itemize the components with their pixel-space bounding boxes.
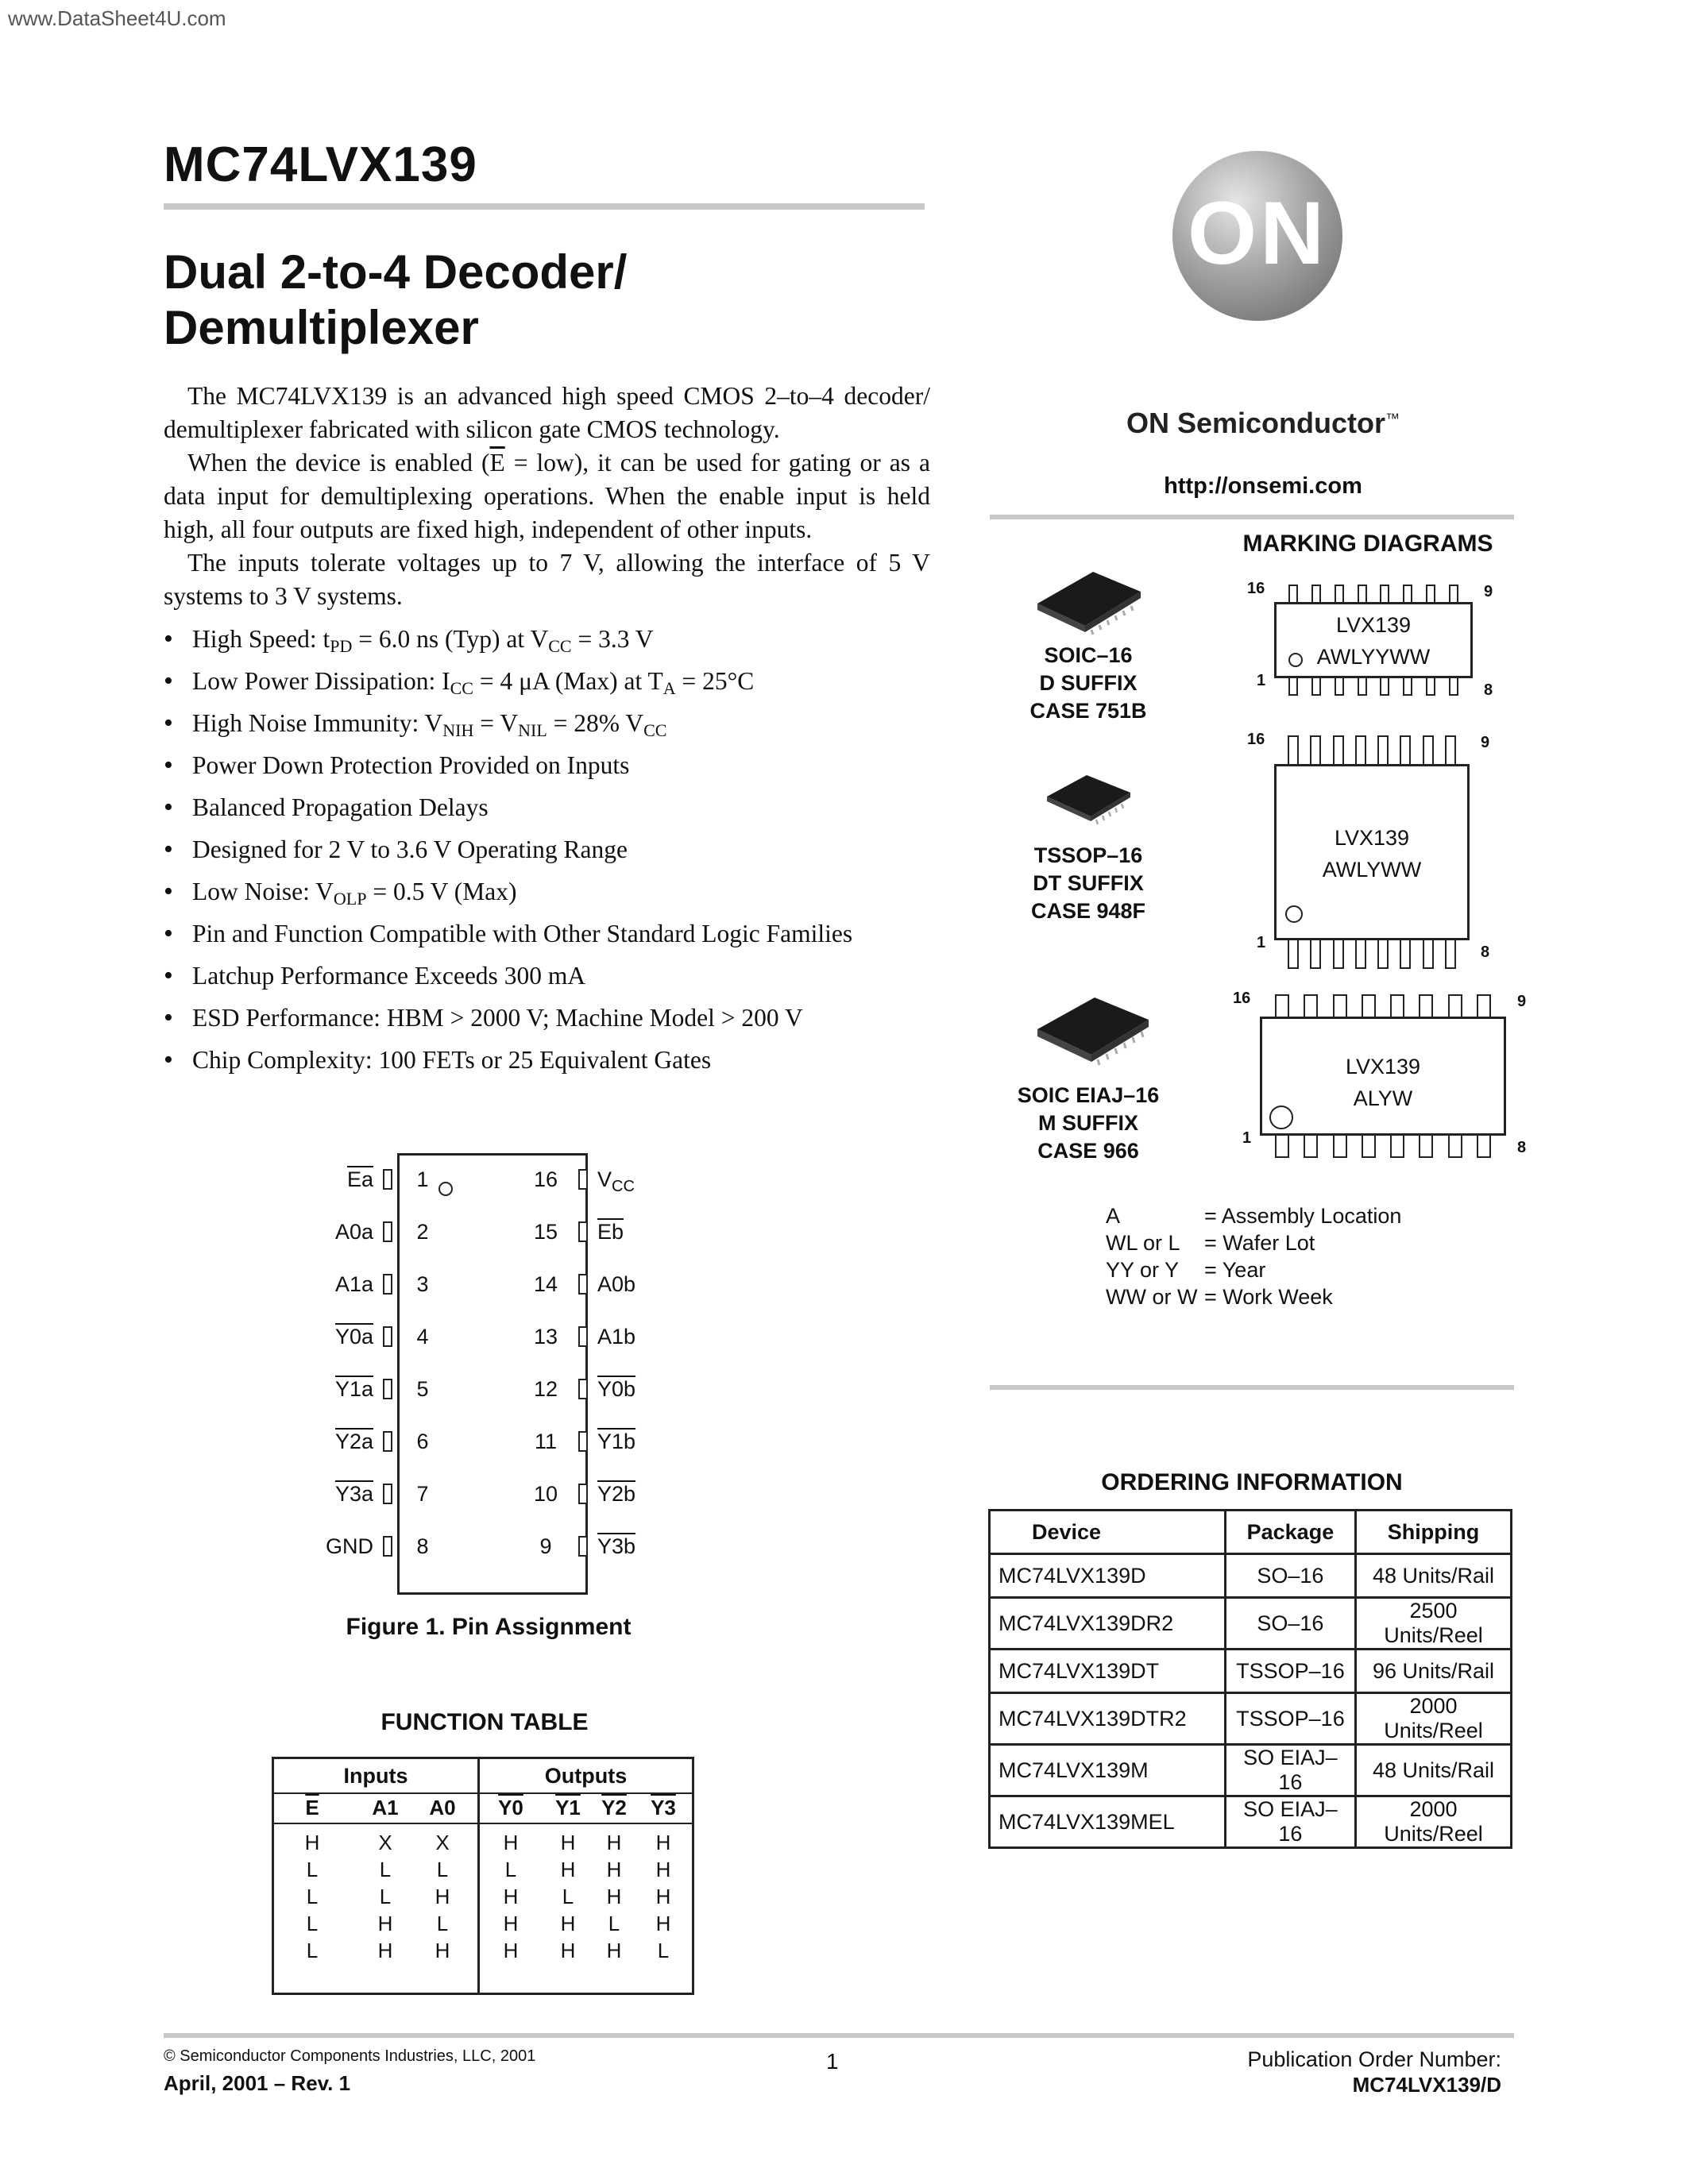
intro-paragraph-1: The MC74LVX139 is an advanced high speed CMOS 2–to–4 decoder/ demultiplexer fabricated with silicon gate CMOS technology. bbox=[164, 382, 930, 443]
table-row bbox=[990, 1796, 1512, 1848]
soic-package-icon bbox=[1029, 556, 1149, 635]
table-cell: 96 Units/Rail bbox=[1356, 1650, 1512, 1693]
table-cell: H bbox=[655, 1831, 671, 1854]
chip-lead bbox=[1445, 735, 1456, 764]
table-cell: L bbox=[379, 1885, 392, 1908]
marking-diagrams-title: MARKING DIAGRAMS bbox=[1242, 531, 1493, 557]
pin-lead bbox=[578, 1326, 588, 1347]
section-divider bbox=[990, 1385, 1514, 1390]
chip-lead bbox=[1419, 994, 1433, 1017]
logo-text: ON bbox=[1188, 183, 1327, 283]
table-cell: L bbox=[562, 1885, 574, 1908]
pin-name-text: A1b bbox=[597, 1325, 636, 1349]
legend-key: WW or W bbox=[1106, 1285, 1198, 1309]
title-divider bbox=[164, 203, 925, 210]
pin-name-label: Y1a bbox=[334, 1377, 373, 1401]
pin-number: 8 bbox=[1484, 681, 1493, 699]
pin-lead bbox=[383, 1484, 392, 1504]
table-cell: H bbox=[304, 1831, 320, 1854]
pin-name-text: Y2b bbox=[597, 1482, 636, 1506]
chip-lead bbox=[1288, 678, 1298, 696]
pin-number: 2 bbox=[416, 1220, 429, 1244]
table-cell: H bbox=[435, 1939, 450, 1962]
pin-lead bbox=[383, 1536, 392, 1557]
table-row bbox=[990, 1554, 1512, 1598]
marking-chip-body bbox=[1274, 764, 1470, 940]
feature-item: • ESD Performance: HBM > 2000 V; Machine Model > 200 V bbox=[164, 997, 942, 1039]
pin-name-text: Y0b bbox=[597, 1377, 636, 1401]
tssop-package-icon bbox=[1039, 761, 1142, 832]
pin-lead bbox=[578, 1274, 588, 1295]
chip-lead bbox=[1477, 1136, 1491, 1158]
package-label-soic: SOIC–16 D SUFFIX CASE 751B bbox=[1029, 643, 1147, 723]
chip-lead bbox=[1333, 940, 1344, 969]
table-cell: H bbox=[560, 1939, 576, 1962]
pin-number: 3 bbox=[416, 1272, 429, 1296]
feature-item: • Latchup Performance Exceeds 300 mA bbox=[164, 955, 942, 997]
chip-lead bbox=[1355, 735, 1366, 764]
table-header-cell: Device bbox=[990, 1511, 1226, 1554]
feature-item: • Pin and Function Compatible with Other Standard Logic Families bbox=[164, 913, 942, 955]
chip-lead bbox=[1311, 678, 1321, 696]
pin-number: 11 bbox=[534, 1430, 558, 1453]
publication-label: Publication Order Number: bbox=[1247, 2047, 1501, 2071]
pin-name-label bbox=[597, 1272, 693, 1297]
pin1-dot-icon bbox=[1285, 905, 1303, 923]
figure-caption: Figure 1. Pin Assignment bbox=[346, 1614, 632, 1640]
table-cell: SO–16 bbox=[1225, 1554, 1355, 1598]
feature-item: • Low Power Dissipation: $I_{CC} = 4$ μA (Max) at $T_A = 25^\circ C$ bbox=[164, 660, 942, 702]
table-divider bbox=[274, 1792, 692, 1794]
pin-name-label bbox=[597, 1220, 693, 1244]
table-cell: H bbox=[503, 1885, 519, 1908]
pin-number: 1 bbox=[416, 1167, 429, 1191]
feature-item: • High Speed: $t_{PD} = 6.0$ ns (Typ) at $V_{CC} = 3.3$ V bbox=[164, 618, 942, 660]
pin-lead bbox=[578, 1221, 588, 1242]
table-cell: L bbox=[504, 1858, 517, 1881]
chip-lead bbox=[1377, 940, 1389, 969]
chip-lead bbox=[1362, 994, 1376, 1017]
marking-legend bbox=[1106, 1202, 1401, 1310]
function-table-columns bbox=[274, 1796, 692, 1823]
pin-lead bbox=[578, 1536, 588, 1557]
marking-line-2: AWLYYWW bbox=[1316, 645, 1431, 669]
chip-lead bbox=[1304, 994, 1318, 1017]
table-cell: H bbox=[377, 1912, 393, 1935]
table-row bbox=[990, 1693, 1512, 1745]
pin-name-text: Y1b bbox=[597, 1430, 636, 1453]
table-cell: 2000 Units/Reel bbox=[1356, 1693, 1512, 1745]
pin-name-text: Y3b bbox=[597, 1534, 636, 1558]
table-cell: MC74LVX139DT bbox=[990, 1650, 1226, 1693]
legend-value: = Wafer Lot bbox=[1204, 1231, 1315, 1255]
legend-key: A bbox=[1106, 1204, 1121, 1228]
table-cell: MC74LVX139MEL bbox=[990, 1796, 1226, 1848]
function-table-title: FUNCTION TABLE bbox=[380, 1709, 589, 1735]
pin-number: 4 bbox=[416, 1325, 429, 1349]
intro-paragraph-3: The inputs tolerate voltages up to 7 V, allowing the interface of 5 V systems to 3 V systems. bbox=[164, 549, 930, 610]
pin-name-text: A0b bbox=[597, 1272, 636, 1296]
chip-lead bbox=[1377, 735, 1389, 764]
chip-lead bbox=[1362, 1136, 1376, 1158]
intro-paragraph-2: When the device is enabled $(\overline{E} = low)$, it can be used for gating or as a data input for demultiplexing operations. When the enable input is held high, all four outputs are fixed high, independent of other inputs. bbox=[164, 449, 930, 543]
chip-lead bbox=[1333, 994, 1347, 1017]
pin-number: 1 bbox=[1257, 934, 1266, 951]
table-cell: MC74LVX139DR2 bbox=[990, 1598, 1226, 1650]
pin-lead bbox=[383, 1431, 392, 1452]
chip-lead bbox=[1400, 735, 1411, 764]
pin-number: 9 bbox=[539, 1534, 552, 1558]
table-cell: MC74LVX139M bbox=[990, 1745, 1226, 1796]
table-cell: H bbox=[560, 1912, 576, 1935]
chip-lead bbox=[1358, 585, 1367, 602]
legend-row bbox=[1106, 1283, 1401, 1310]
feature-item: • Power Down Protection Provided on Inputs bbox=[164, 744, 942, 786]
pin-lead bbox=[578, 1169, 588, 1190]
pin-number: 1 bbox=[1257, 672, 1266, 689]
pin-lead bbox=[383, 1326, 392, 1347]
chip-lead bbox=[1335, 678, 1344, 696]
pin-name-label bbox=[597, 1482, 693, 1507]
pin-name-label: GND bbox=[326, 1534, 373, 1558]
chip-lead bbox=[1311, 585, 1321, 602]
chip-lead bbox=[1423, 940, 1434, 969]
feature-item: • Designed for 2 V to 3.6 V Operating Range bbox=[164, 828, 942, 870]
column-header: A0 bbox=[429, 1796, 456, 1819]
legend-row bbox=[1106, 1202, 1401, 1229]
table-divider bbox=[274, 1823, 692, 1824]
pin-name-label bbox=[597, 1325, 693, 1349]
table-cell: L bbox=[306, 1912, 319, 1935]
pin1-dot-icon bbox=[438, 1182, 453, 1196]
table-header-cell: Package bbox=[1225, 1511, 1355, 1554]
pin-name-label: A1a bbox=[334, 1272, 373, 1296]
table-cell: L bbox=[379, 1858, 392, 1881]
chip-lead bbox=[1426, 585, 1435, 602]
footer-divider bbox=[164, 2033, 1514, 2038]
pin-lead bbox=[383, 1169, 392, 1190]
pin1-dot-icon bbox=[1269, 1106, 1293, 1129]
chip-lead bbox=[1380, 585, 1389, 602]
pin-number: 6 bbox=[416, 1430, 429, 1453]
chip-lead bbox=[1448, 994, 1462, 1017]
feature-item: • Balanced Propagation Delays bbox=[164, 786, 942, 828]
on-logo-icon bbox=[1171, 149, 1344, 322]
chip-lead bbox=[1333, 735, 1344, 764]
table-cell: H bbox=[435, 1885, 450, 1908]
chip-lead bbox=[1333, 1136, 1347, 1158]
title-line-2: Demultiplexer bbox=[164, 301, 479, 354]
chip-lead bbox=[1477, 994, 1491, 1017]
table-cell: SO EIAJ–16 bbox=[1225, 1796, 1355, 1848]
pin-number: 15 bbox=[533, 1220, 558, 1244]
chip-lead bbox=[1380, 678, 1389, 696]
part-number: MC74LVX139 bbox=[164, 137, 477, 192]
chip-lead bbox=[1288, 735, 1299, 764]
pin-name-label: Y2a bbox=[334, 1430, 373, 1453]
pin-number: 9 bbox=[1481, 734, 1490, 751]
table-cell: H bbox=[503, 1912, 519, 1935]
table-cell: H bbox=[560, 1831, 576, 1854]
pin-number: 16 bbox=[1233, 990, 1251, 1007]
pin-number: 14 bbox=[533, 1272, 558, 1296]
copyright-text: © Semiconductor Components Industries, LLC, 2001 bbox=[164, 2047, 536, 2065]
feature-list bbox=[164, 618, 942, 1081]
column-header: Y3 bbox=[651, 1796, 676, 1819]
pin-name-text: V bbox=[597, 1167, 612, 1191]
table-cell: MC74LVX139D bbox=[990, 1554, 1226, 1598]
pin-name-subscript: CC bbox=[612, 1178, 635, 1195]
pin-name-label bbox=[597, 1167, 693, 1196]
pin-name-text: $\overline{Eb}$ bbox=[597, 1220, 624, 1244]
pin-number: 10 bbox=[533, 1482, 558, 1506]
table-cell: SO–16 bbox=[1225, 1598, 1355, 1650]
section-divider bbox=[990, 515, 1514, 519]
column-header: A1 bbox=[372, 1796, 399, 1819]
chip-lead bbox=[1288, 940, 1299, 969]
pin-number: 13 bbox=[533, 1325, 558, 1349]
pin-name-label: $\overline{Ea}$ bbox=[346, 1167, 373, 1191]
pin-number: 12 bbox=[533, 1377, 558, 1401]
ordering-table bbox=[988, 1509, 1512, 1849]
legend-value: = Year bbox=[1204, 1258, 1266, 1282]
feature-item: • High Noise Immunity: $V_{NIH} = V_{NIL} = 28\%$ $V_{CC}$ bbox=[164, 702, 942, 744]
package-label-tssop: TSSOP–16 DT SUFFIX CASE 948F bbox=[1030, 843, 1146, 923]
pin-number: 16 bbox=[1247, 580, 1265, 597]
chip-lead bbox=[1355, 940, 1366, 969]
table-cell: 48 Units/Rail bbox=[1356, 1745, 1512, 1796]
table-cell: X bbox=[435, 1831, 450, 1854]
company-name: ON Semiconductor™ bbox=[1126, 407, 1400, 439]
pin-number: 9 bbox=[1484, 583, 1493, 600]
chip-lead bbox=[1288, 585, 1298, 602]
pin-name-label: Y0a bbox=[334, 1325, 373, 1349]
pin-lead bbox=[383, 1379, 392, 1399]
table-cell: H bbox=[560, 1858, 576, 1881]
table-cell: H bbox=[606, 1939, 622, 1962]
legend-row bbox=[1106, 1229, 1401, 1256]
pin-name-label bbox=[597, 1430, 693, 1454]
legend-row bbox=[1106, 1256, 1401, 1283]
chip-lead bbox=[1423, 735, 1434, 764]
table-cell: L bbox=[306, 1939, 319, 1962]
chip-lead bbox=[1403, 585, 1412, 602]
intro-text bbox=[164, 380, 930, 613]
inputs-header: Inputs bbox=[343, 1764, 408, 1788]
pin-lead bbox=[383, 1274, 392, 1295]
chip-lead bbox=[1310, 735, 1321, 764]
chip-lead bbox=[1275, 994, 1289, 1017]
eiaj-package-icon bbox=[1029, 980, 1157, 1067]
pin-number: 16 bbox=[1247, 731, 1265, 748]
pin-number: 5 bbox=[416, 1377, 429, 1401]
publication-number: MC74LVX139/D bbox=[1352, 2073, 1501, 2097]
table-cell: MC74LVX139DTR2 bbox=[990, 1693, 1226, 1745]
legend-key: WL or L bbox=[1106, 1231, 1180, 1255]
page-title bbox=[164, 245, 627, 356]
table-cell: L bbox=[657, 1939, 670, 1962]
chip-lead bbox=[1448, 1136, 1462, 1158]
table-cell: X bbox=[378, 1831, 392, 1854]
pin-number: 7 bbox=[416, 1482, 429, 1506]
package-label-eiaj: SOIC EIAJ–16 M SUFFIX CASE 966 bbox=[1017, 1083, 1160, 1163]
table-header-cell: Shipping bbox=[1356, 1511, 1512, 1554]
pin-name-label: A0a bbox=[334, 1220, 373, 1244]
table-cell: H bbox=[377, 1939, 393, 1962]
chip-lead bbox=[1419, 1136, 1433, 1158]
pin-name-label bbox=[597, 1377, 693, 1402]
pin-number: 8 bbox=[1517, 1139, 1527, 1156]
pin-name-label bbox=[597, 1534, 693, 1559]
column-header: Y2 bbox=[601, 1796, 627, 1819]
chip-lead bbox=[1275, 1136, 1289, 1158]
legend-key: YY or Y bbox=[1106, 1258, 1180, 1282]
chip-lead bbox=[1426, 678, 1435, 696]
column-header: Y1 bbox=[555, 1796, 581, 1819]
pin1-dot-icon bbox=[1288, 653, 1303, 667]
title-line-1: Dual 2-to-4 Decoder/ bbox=[164, 245, 628, 299]
table-cell: H bbox=[503, 1939, 519, 1962]
table-cell: L bbox=[306, 1885, 319, 1908]
chip-lead bbox=[1335, 585, 1344, 602]
table-divider bbox=[477, 1759, 480, 1993]
table-cell: SO EIAJ–16 bbox=[1225, 1745, 1355, 1796]
revision-date: April, 2001 – Rev. 1 bbox=[164, 2071, 351, 2095]
table-cell: H bbox=[503, 1831, 519, 1854]
legend-value: = Work Week bbox=[1204, 1285, 1333, 1309]
pin-number: 8 bbox=[1481, 943, 1490, 961]
marking-line-2: ALYW bbox=[1353, 1086, 1413, 1110]
chip-lead bbox=[1358, 678, 1367, 696]
company-url-link[interactable]: http://onsemi.com bbox=[1164, 473, 1362, 499]
chip-lead bbox=[1390, 994, 1404, 1017]
chip-lead bbox=[1304, 1136, 1318, 1158]
column-header: Y0 bbox=[498, 1796, 523, 1819]
table-cell: L bbox=[436, 1912, 449, 1935]
table-cell: 2000 Units/Reel bbox=[1356, 1796, 1512, 1848]
table-cell: H bbox=[655, 1912, 671, 1935]
pin-lead bbox=[383, 1221, 392, 1242]
legend-value: = Assembly Location bbox=[1204, 1204, 1402, 1228]
table-cell: H bbox=[655, 1858, 671, 1881]
marking-line-1: LVX139 bbox=[1335, 613, 1412, 637]
pin-number: 1 bbox=[1242, 1129, 1252, 1147]
table-row bbox=[990, 1745, 1512, 1796]
pin-number: 8 bbox=[416, 1534, 429, 1558]
function-table bbox=[272, 1757, 694, 1995]
table-cell: 48 Units/Rail bbox=[1356, 1554, 1512, 1598]
pin-lead bbox=[578, 1484, 588, 1504]
marking-line-1: LVX139 bbox=[1345, 1055, 1421, 1078]
marking-line-2: AWLYWW bbox=[1322, 858, 1422, 882]
watermark-text: www.DataSheet4U.com bbox=[8, 6, 226, 30]
chip-lead bbox=[1403, 678, 1412, 696]
page-number: 1 bbox=[826, 2049, 839, 2074]
table-cell: L bbox=[436, 1858, 449, 1881]
table-row bbox=[990, 1650, 1512, 1693]
ordering-title: ORDERING INFORMATION bbox=[1101, 1469, 1403, 1495]
table-cell: TSSOP–16 bbox=[1225, 1650, 1355, 1693]
table-cell: TSSOP–16 bbox=[1225, 1693, 1355, 1745]
table-row bbox=[990, 1598, 1512, 1650]
table-cell: H bbox=[606, 1831, 622, 1854]
table-cell: L bbox=[608, 1912, 620, 1935]
chip-lead bbox=[1310, 940, 1321, 969]
outputs-header: Outputs bbox=[544, 1764, 628, 1788]
column-header: $\overline{E}$ bbox=[305, 1796, 319, 1819]
chip-lead bbox=[1390, 1136, 1404, 1158]
feature-item: • Chip Complexity: 100 FETs or 25 Equivalent Gates bbox=[164, 1039, 942, 1081]
pin-lead bbox=[578, 1379, 588, 1399]
chip-lead bbox=[1445, 940, 1456, 969]
chip-lead bbox=[1449, 678, 1458, 696]
pin-number: 9 bbox=[1517, 993, 1527, 1010]
chip-lead bbox=[1449, 585, 1458, 602]
pin-name-label: Y3a bbox=[334, 1482, 373, 1506]
marking-line-1: LVX139 bbox=[1334, 826, 1410, 850]
feature-item: • Low Noise: $V_{OLP} = 0.5$ V (Max) bbox=[164, 870, 942, 913]
table-cell: H bbox=[655, 1885, 671, 1908]
table-cell: H bbox=[606, 1858, 622, 1881]
table-cell: 2500 Units/Reel bbox=[1356, 1598, 1512, 1650]
table-cell: L bbox=[306, 1858, 319, 1881]
pin-number: 16 bbox=[533, 1167, 558, 1191]
chip-lead bbox=[1400, 940, 1411, 969]
pin-lead bbox=[578, 1431, 588, 1452]
table-cell: H bbox=[606, 1885, 622, 1908]
